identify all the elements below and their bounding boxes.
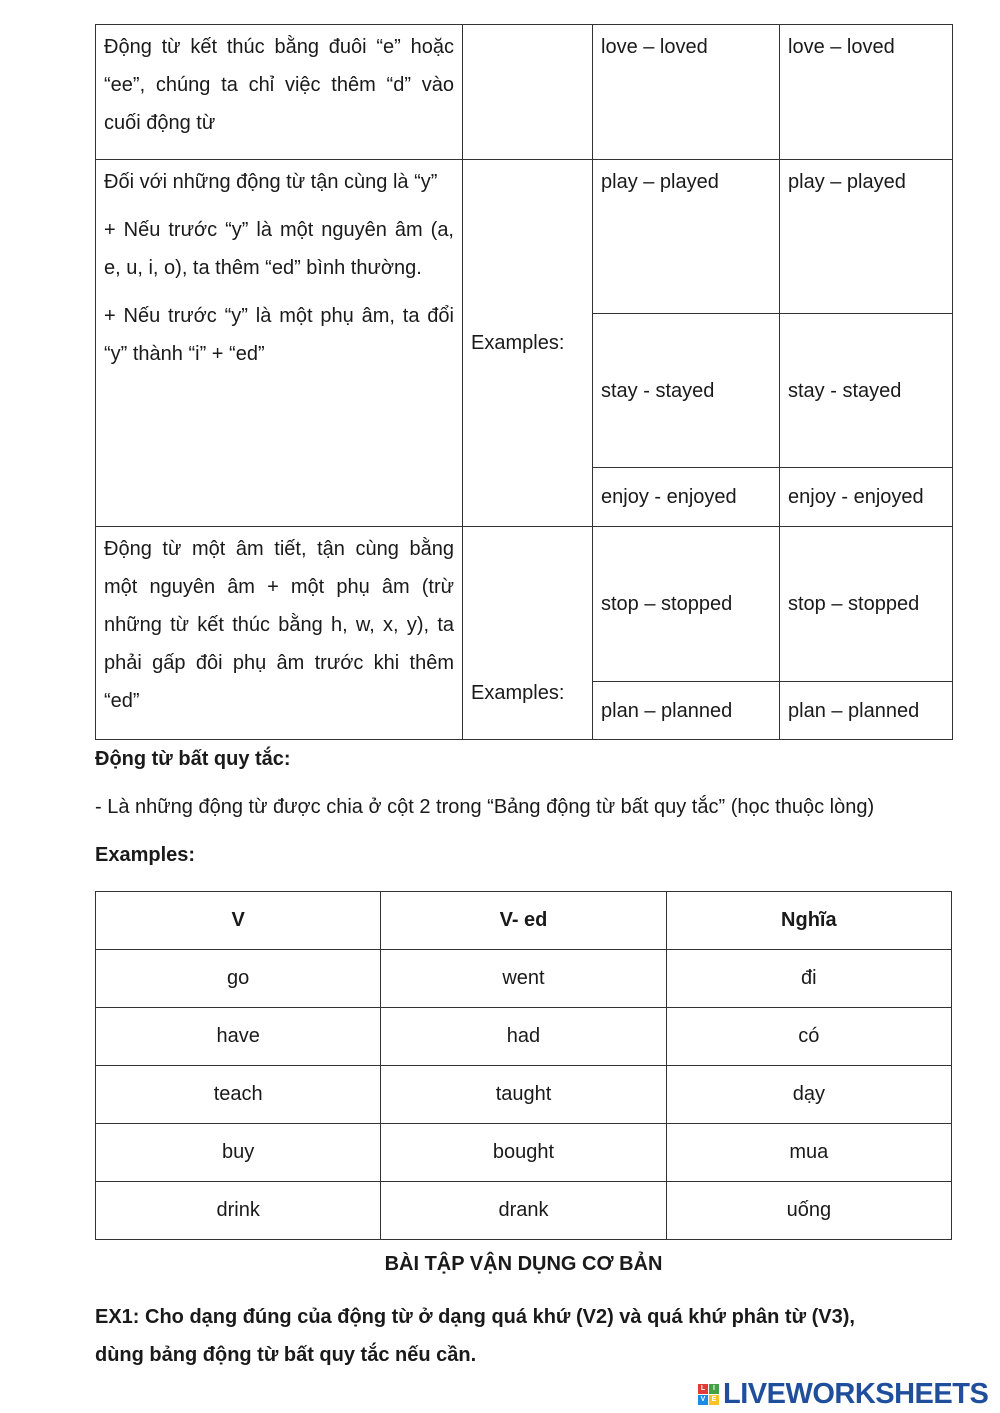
logo-text: LIVEWORKSHEETS xyxy=(723,1377,989,1410)
table-cell: mua xyxy=(666,1124,951,1182)
rule-description: Đối với những động từ tận cùng là “y” + Nếu trước “y” là một nguyên âm (a, e, u, i, o), ta thêm “ed” bình thường. + Nếu trước “y” là một phụ âm, ta đổi “y” thành “i” + “ed” xyxy=(96,160,463,527)
examples-label-cell xyxy=(463,25,593,160)
table-cell: dạy xyxy=(666,1066,951,1124)
exercise-line: dùng bảng động từ bất quy tắc nếu cần. xyxy=(95,1344,477,1366)
table-cell: went xyxy=(381,950,666,1008)
table-cell: go xyxy=(96,950,381,1008)
rule-description: Động từ kết thúc bằng đuôi “e” hoặc “ee”, chúng ta chỉ việc thêm “d” vào cuối động từ xyxy=(96,25,463,160)
example-cell: plan – planned xyxy=(593,682,780,740)
example-cell: plan – planned xyxy=(780,682,953,740)
logo-mark-square: L xyxy=(698,1384,708,1394)
logo-mark-square: V xyxy=(698,1395,708,1405)
regular-verb-rules-table xyxy=(95,24,953,740)
rule-description: Động từ một âm tiết, tận cùng bằng một nguyên âm + một phụ âm (trừ những từ kết thúc bằng h, w, x, y), ta phải gấp đôi phụ âm trước khi thêm “ed” xyxy=(96,527,463,740)
table-cell: drink xyxy=(96,1182,381,1240)
logo-mark-icon xyxy=(698,1384,719,1405)
table-cell: had xyxy=(381,1008,666,1066)
table-cell: uống xyxy=(666,1182,951,1240)
irregular-verbs-table xyxy=(95,891,952,1240)
table-cell: bought xyxy=(381,1124,666,1182)
example-cell: play – played xyxy=(780,160,953,314)
irregular-note: - Là những động từ được chia ở cột 2 trong “Bảng động từ bất quy tắc” (học thuộc lòng) xyxy=(95,796,875,818)
example-cell: stay - stayed xyxy=(593,314,780,468)
irregular-heading: Động từ bất quy tắc: xyxy=(95,748,291,770)
example-cell: stop – stopped xyxy=(593,527,780,682)
table-cell: taught xyxy=(381,1066,666,1124)
example-cell: play – played xyxy=(593,160,780,314)
examples-label: Examples: xyxy=(463,160,593,527)
logo-mark-square: E xyxy=(709,1395,719,1405)
rule-row xyxy=(96,25,953,160)
table-row xyxy=(96,1008,952,1066)
exercise-instruction xyxy=(95,1298,955,1374)
table-header-row xyxy=(96,892,952,950)
exercise-line: EX1: Cho dạng đúng của động từ ở dạng quá khứ (V2) và quá khứ phân từ (V3), xyxy=(95,1306,855,1328)
table-cell: buy xyxy=(96,1124,381,1182)
example-cell: love – loved xyxy=(593,25,780,160)
table-cell: đi xyxy=(666,950,951,1008)
examples-label: Examples: xyxy=(463,527,593,740)
table-row xyxy=(96,1124,952,1182)
liveworksheets-logo xyxy=(698,1378,988,1410)
table-cell: teach xyxy=(96,1066,381,1124)
column-header: Nghĩa xyxy=(666,892,951,950)
section-title: BÀI TẬP VẬN DỤNG CƠ BẢN xyxy=(384,1253,663,1275)
table-row xyxy=(96,1066,952,1124)
rule-row xyxy=(96,160,953,314)
example-cell: enjoy - enjoyed xyxy=(780,468,953,527)
table-cell: have xyxy=(96,1008,381,1066)
example-cell: love – loved xyxy=(780,25,953,160)
logo-mark-square: I xyxy=(709,1384,719,1394)
example-cell: enjoy - enjoyed xyxy=(593,468,780,527)
example-cell: stop – stopped xyxy=(780,527,953,682)
table-cell: có xyxy=(666,1008,951,1066)
table-row xyxy=(96,1182,952,1240)
examples-heading: Examples: xyxy=(95,844,196,866)
table-row xyxy=(96,950,952,1008)
column-header: V xyxy=(96,892,381,950)
table-cell: drank xyxy=(381,1182,666,1240)
column-header: V- ed xyxy=(381,892,666,950)
example-cell: stay - stayed xyxy=(780,314,953,468)
rule-row xyxy=(96,527,953,682)
